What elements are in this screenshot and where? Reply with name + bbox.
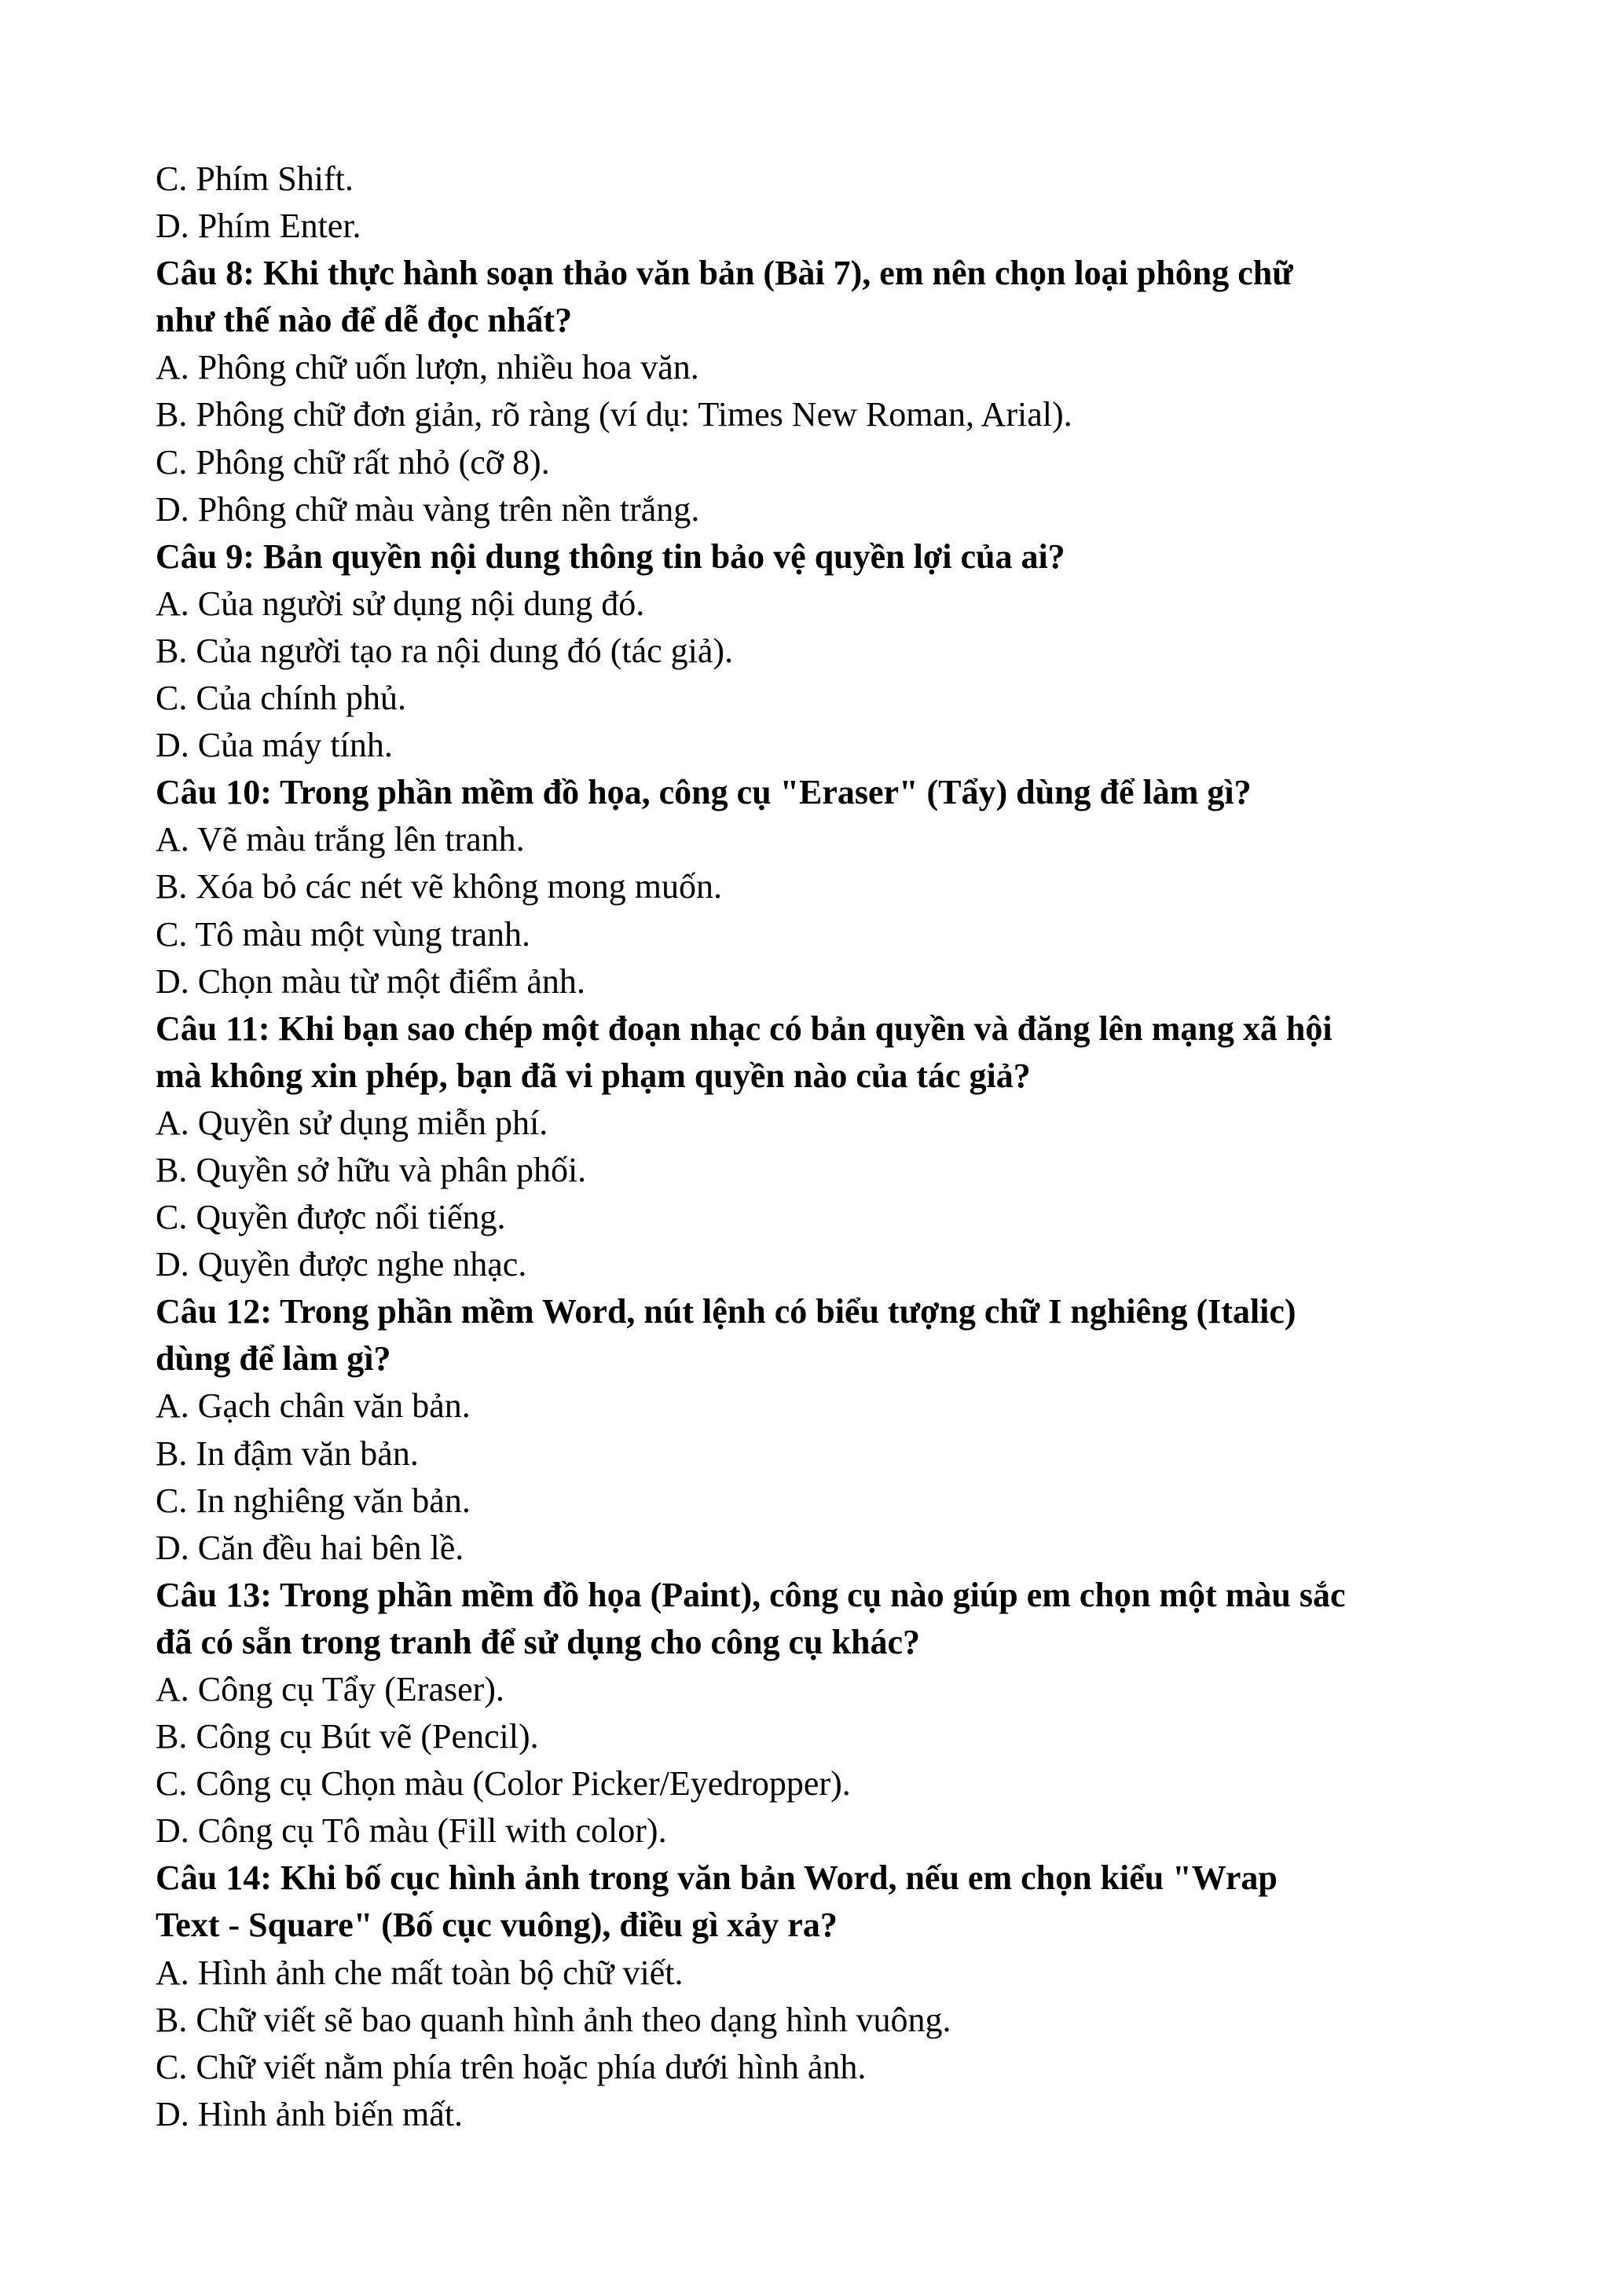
option-line: B. Phông chữ đơn giản, rõ ràng (ví dụ: Times New Roman, Arial). — [156, 395, 1072, 434]
option-line: A. Công cụ Tẩy (Eraser). — [156, 1670, 504, 1708]
option-line: A. Phông chữ uốn lượn, nhiều hoa văn. — [156, 348, 699, 387]
option-line: B. Xóa bỏ các nét vẽ không mong muốn. — [156, 867, 722, 906]
option-line: D. Căn đều hai bên lề. — [156, 1528, 464, 1567]
option-line: A. Hình ảnh che mất toàn bộ chữ viết. — [156, 1953, 684, 1992]
question-line: như thế nào để dễ đọc nhất? — [156, 301, 573, 340]
option-line: A. Của người sử dụng nội dung đó. — [156, 584, 645, 623]
question-line: Câu 8: Khi thực hành soạn thảo văn bản (Bài 7), em nên chọn loại phông chữ — [156, 254, 1293, 293]
option-line: A. Quyền sử dụng miễn phí. — [156, 1103, 548, 1142]
question-line: Câu 9: Bản quyền nội dung thông tin bảo vệ quyền lợi của ai? — [156, 536, 1065, 576]
option-line: B. Của người tạo ra nội dung đó (tác giả). — [156, 631, 734, 670]
option-line: D. Hình ảnh biến mất. — [156, 2094, 464, 2133]
option-line: C. In nghiêng văn bản. — [156, 1481, 471, 1520]
option-line: A. Vẽ màu trắng lên tranh. — [156, 820, 525, 859]
option-line: D. Phím Enter. — [156, 207, 361, 246]
option-line: C. Công cụ Chọn màu (Color Picker/Eyedropper). — [156, 1764, 851, 1803]
question-line: Text - Square" (Bố cục vuông), điều gì xảy ra? — [156, 1906, 838, 1945]
question-line: Câu 10: Trong phần mềm đồ họa, công cụ "Eraser" (Tẩy) dùng để làm gì? — [156, 773, 1252, 812]
option-line: A. Gạch chân văn bản. — [156, 1386, 471, 1426]
question-line: đã có sẵn trong tranh để sử dụng cho công cụ khác? — [156, 1622, 920, 1661]
question-line: dùng để làm gì? — [156, 1339, 391, 1379]
option-line: C. Tô màu một vùng tranh. — [156, 914, 531, 954]
option-line: C. Của chính phủ. — [156, 679, 406, 718]
option-line: C. Chữ viết nằm phía trên hoặc phía dưới hình ảnh. — [156, 2047, 867, 2086]
question-line: Câu 11: Khi bạn sao chép một đoạn nhạc có bản quyền và đăng lên mạng xã hội — [156, 1009, 1333, 1048]
option-line: D. Quyền được nghe nhạc. — [156, 1245, 527, 1284]
question-line: Câu 14: Khi bố cục hình ảnh trong văn bản Word, nếu em chọn kiểu "Wrap — [156, 1858, 1278, 1898]
option-line: B. In đậm văn bản. — [156, 1434, 419, 1473]
question-line: Câu 12: Trong phần mềm Word, nút lệnh có biểu tượng chữ I nghiêng (Italic) — [156, 1292, 1296, 1331]
option-line: B. Chữ viết sẽ bao quanh hình ảnh theo dạng hình vuông. — [156, 2000, 951, 2039]
option-line: C. Phông chữ rất nhỏ (cỡ 8). — [156, 442, 550, 482]
option-line: C. Phím Shift. — [156, 159, 354, 198]
option-line: B. Quyền sở hữu và phân phối. — [156, 1150, 587, 1189]
question-line: Câu 13: Trong phần mềm đồ họa (Paint), công cụ nào giúp em chọn một màu sắc — [156, 1575, 1346, 1614]
question-line: mà không xin phép, bạn đã vi phạm quyền nào của tác giả? — [156, 1056, 1031, 1095]
document-page — [156, 156, 1491, 2138]
option-line: D. Công cụ Tô màu (Fill with color). — [156, 1811, 667, 1851]
option-line: D. Của máy tính. — [156, 726, 393, 765]
option-line: B. Công cụ Bút vẽ (Pencil). — [156, 1717, 539, 1756]
option-line: D. Phông chữ màu vàng trên nền trắng. — [156, 489, 700, 529]
option-line: D. Chọn màu từ một điểm ảnh. — [156, 961, 585, 1001]
option-line: C. Quyền được nổi tiếng. — [156, 1198, 506, 1237]
